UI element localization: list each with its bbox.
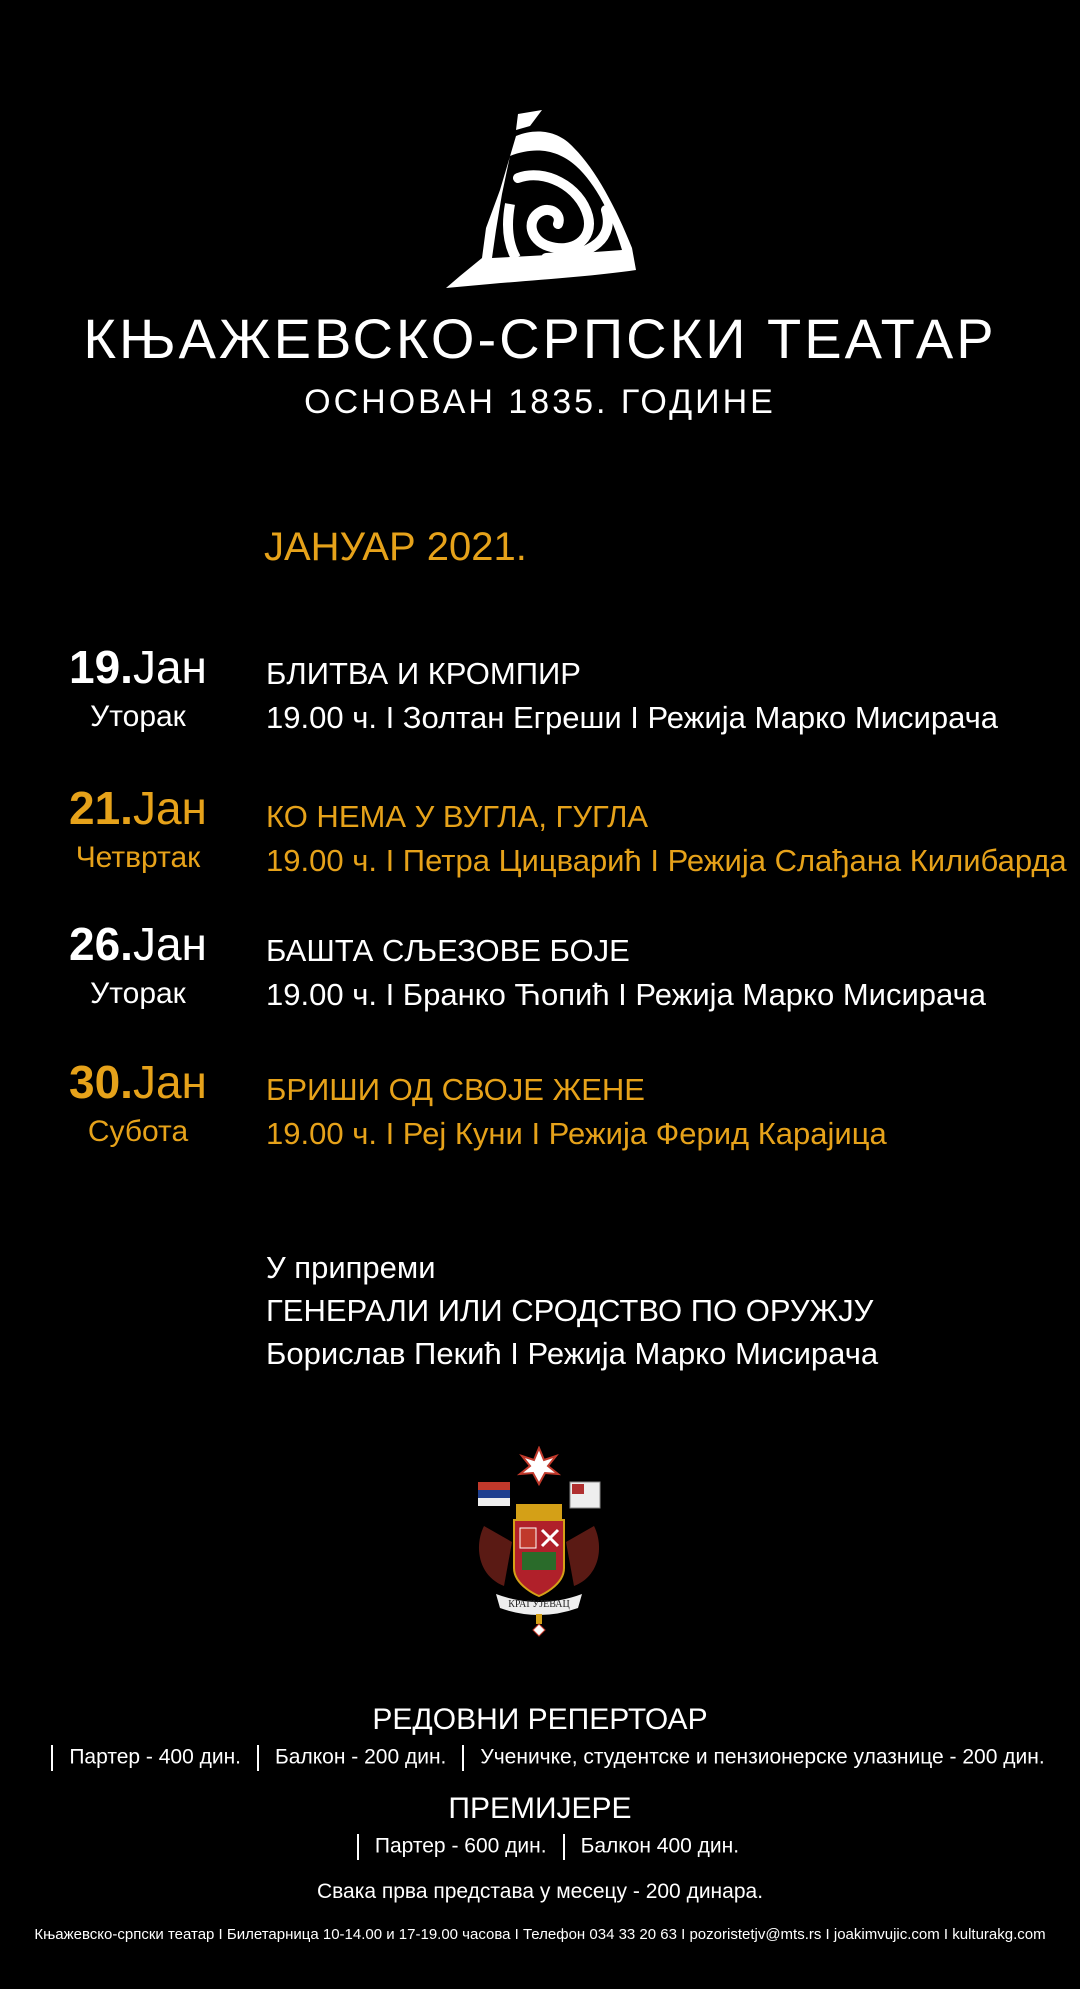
event-info: [266, 1068, 887, 1156]
theatre-title: КЊАЖЕВСКО-СРПСКИ ТЕАТАР: [83, 307, 997, 370]
in-preparation: [266, 1246, 878, 1375]
event-info: [266, 795, 1067, 883]
event-weekday: Четвртак: [75, 841, 201, 874]
monthly-note: Свака прва представа у месецу - 200 динара.: [316, 1880, 764, 1903]
divider: [257, 1745, 259, 1771]
event-title: КО НЕМА У ВУГЛА, ГУГЛА: [266, 799, 649, 834]
preparation-details: Борислав Пекић I Режија Марко Мисирача: [266, 1336, 879, 1371]
price-item: Партер - 600 дин.: [374, 1834, 547, 1858]
preparation-title: ГЕНЕРАЛИ ИЛИ СРОДСТВО ПО ОРУЖЈУ: [266, 1293, 874, 1328]
theatre-spiral-logo-icon: [446, 108, 636, 290]
divider: [357, 1834, 359, 1860]
event-details: 19.00 ч. I Бранко Ћопић I Режија Марко Мисирача: [266, 977, 986, 1012]
event-details: 19.00 ч. I Реј Куни I Режија Ферид Карајица: [266, 1116, 887, 1151]
month-heading: ЈАНУАР 2021.: [264, 525, 527, 569]
divider: [462, 1745, 464, 1771]
regular-prices: [0, 1745, 1080, 1771]
event-info: [266, 652, 998, 740]
theatre-subtitle: ОСНОВАН 1835. ГОДИНЕ: [304, 383, 776, 421]
premieres-title: ПРЕМИЈЕРЕ: [448, 1792, 632, 1825]
event-month: Јан: [132, 641, 207, 693]
event-date: [28, 1055, 248, 1149]
price-item: Ученичке, студентске и пензионерске улазнице - 200 дин.: [480, 1745, 1045, 1769]
event-date: [28, 917, 248, 1011]
event-weekday: Уторак: [90, 700, 186, 733]
event-details: 19.00 ч. I Золтан Егреши I Режија Марко Мисирача: [266, 700, 999, 735]
event-title: БРИШИ ОД СВОЈЕ ЖЕНЕ: [266, 1072, 645, 1107]
premiere-prices: [0, 1834, 1080, 1860]
event-title: БАШТА СЉЕЗОВЕ БОЈЕ: [266, 933, 630, 968]
event-title: БЛИТВА И КРОМПИР: [266, 656, 581, 691]
event-month: Јан: [132, 918, 207, 970]
price-item: Партер - 400 дин.: [69, 1745, 242, 1769]
event-date: [28, 640, 248, 734]
event-weekday: Уторак: [90, 977, 186, 1010]
price-item: Балкон - 200 дин.: [275, 1745, 447, 1769]
event-day: 21.: [69, 782, 133, 834]
event-details: 19.00 ч. I Петра Цицварић I Режија Слађана Килибарда: [266, 843, 1067, 878]
event-month: Јан: [132, 782, 207, 834]
regular-repertoire-title: РЕДОВНИ РЕПЕРТОАР: [372, 1703, 708, 1736]
divider: [563, 1834, 565, 1860]
kragujevac-coat-of-arms-icon: [474, 1446, 604, 1638]
crest-ribbon-text: КРАГУЈЕВАЦ: [508, 1599, 570, 1610]
event-day: 30.: [69, 1056, 133, 1108]
event-weekday: Субота: [87, 1115, 189, 1148]
preparation-label: У припреми: [266, 1250, 436, 1285]
footer-contact: Књажевско-српски театар I Билетарница 10-14.00 и 17-19.00 часова I Телефон 034 33 20 63 I pozoristetjv@mts.rs I joakimvujic.com I kulturakg.com: [34, 1926, 1046, 1943]
divider: [51, 1745, 53, 1771]
event-day: 26.: [69, 918, 133, 970]
event-month: Јан: [132, 1056, 207, 1108]
event-date: [28, 781, 248, 875]
event-day: 19.: [69, 641, 133, 693]
event-info: [266, 929, 986, 1017]
price-item: Балкон 400 дин.: [580, 1834, 740, 1858]
